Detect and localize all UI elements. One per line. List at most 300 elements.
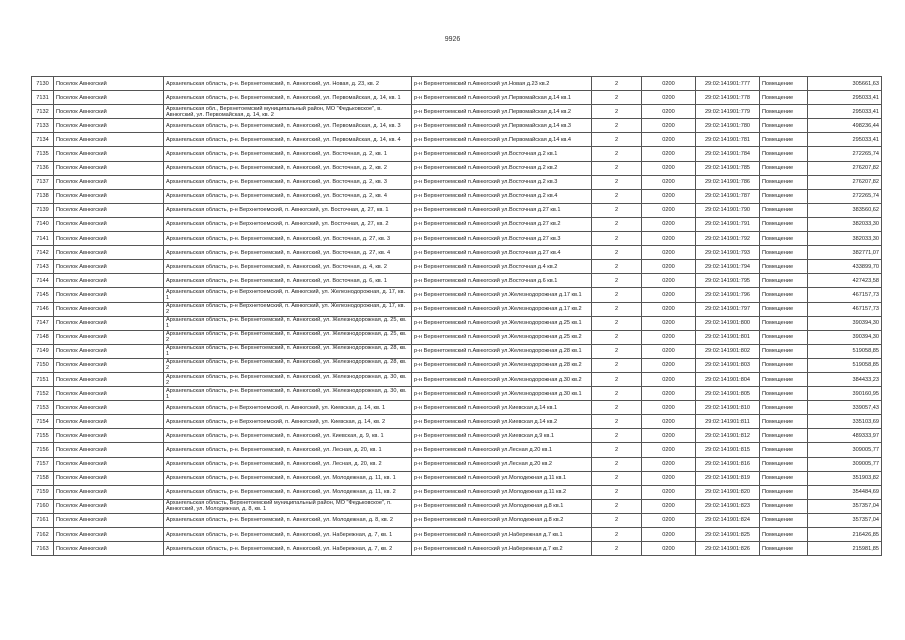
category-cell (592, 119, 642, 133)
full-address-cell-text: Архангельская область, р-н. Верхнетоемский, п. Авнюгский, ул. Восточная, д. 27, кв. 4 (166, 249, 391, 256)
code-cell (642, 274, 696, 288)
short-address-cell-text: р-н Верхнетоемский п.Авнюгский ул.Железнодорожная д.30 кв.2 (414, 376, 582, 383)
object-type-cell (760, 246, 808, 260)
row-number-text: 7153 (36, 404, 49, 411)
code-cell (642, 443, 696, 457)
short-address-cell-text: р-н Верхнетоемский п.Авнюгский ул.Восточная д.2 кв.2 (414, 165, 558, 172)
table-row (32, 387, 882, 401)
row-number (32, 175, 54, 189)
short-address-cell (412, 105, 592, 119)
category-cell (592, 344, 642, 358)
row-number (32, 457, 54, 471)
full-address-cell-text: Архангельская область, р-н. Верхнетоемский, п. Авнюгский, ул. Железнодорожная, д. 25, кв. 1 (166, 317, 407, 330)
settlement-cell (54, 485, 164, 499)
settlement-cell (54, 542, 164, 556)
short-address-cell (412, 358, 592, 372)
cadastral-number-cell-text: 29:02:141901:795 (704, 277, 751, 284)
full-address-cell-text: Архангельская область, Верхнетоемский муниципальный район, МО "Федьковское", п. Авнюгский, ул. Молодежная, д. 8, кв. 1 (166, 500, 392, 513)
code-cell (642, 189, 696, 203)
object-type-cell-text: Помещение (762, 263, 794, 270)
short-address-cell (412, 443, 592, 457)
code-cell-text: 0200 (662, 207, 675, 214)
settlement-cell-text: Поселок Авнюгский (56, 249, 107, 256)
short-address-cell (412, 189, 592, 203)
cadastral-number-cell (696, 232, 760, 246)
cadastral-number-cell (696, 443, 760, 457)
cadastral-number-cell-text: 29:02:141901:811 (705, 418, 750, 425)
object-type-cell (760, 217, 808, 231)
object-type-cell (760, 189, 808, 203)
settlement-cell-text: Поселок Авнюгский (56, 291, 107, 298)
settlement-cell-text: Поселок Авнюгский (56, 390, 107, 397)
cadastral-value-cell (808, 288, 882, 302)
row-number (32, 161, 54, 175)
row-number-text: 7133 (36, 122, 49, 129)
settlement-cell (54, 105, 164, 119)
short-address-cell-text: р-н Верхнетоемский п.Авнюгский ул.Восточная д.27 кв.4 (414, 249, 561, 256)
full-address-cell-text: Архангельская область, р-н Верхнетоемский, п. Авнюгский, ул. Восточная, д. 27, кв. 1 (166, 207, 389, 214)
code-cell-text: 0200 (662, 136, 675, 143)
table-row (32, 147, 882, 161)
category-cell (592, 443, 642, 457)
object-type-cell-text: Помещение (762, 320, 794, 327)
code-cell (642, 203, 696, 217)
table-row (32, 372, 882, 386)
short-address-cell (412, 387, 592, 401)
row-number-text: 7140 (36, 221, 49, 228)
category-cell-text: 2 (614, 179, 619, 186)
cadastral-number-cell-text: 29:02:141901:812 (704, 432, 751, 439)
settlement-cell-text: Поселок Авнюгский (56, 122, 107, 129)
settlement-cell (54, 330, 164, 344)
category-cell-text: 2 (614, 489, 619, 496)
cadastral-value-cell (808, 260, 882, 274)
row-number-text: 7145 (36, 291, 49, 298)
settlement-cell-text: Поселок Авнюгский (56, 517, 107, 524)
category-cell (592, 175, 642, 189)
object-type-cell-text: Помещение (762, 489, 794, 496)
short-address-cell-text: р-н Верхнетоемский п.Авнюгский ул.Восточная д.27 кв.1 (414, 207, 561, 214)
cadastral-value-cell-text: 390394,30 (852, 334, 879, 341)
settlement-cell (54, 147, 164, 161)
object-type-cell-text: Помещение (762, 362, 794, 369)
short-address-cell-text: р-н Верхнетоемский п.Авнюгский ул.Молодежная д.11 кв.1 (414, 475, 567, 482)
category-cell (592, 302, 642, 316)
category-cell-text: 2 (614, 136, 619, 143)
category-cell (592, 528, 642, 542)
category-cell (592, 217, 642, 231)
cadastral-value-cell (808, 203, 882, 217)
short-address-cell (412, 161, 592, 175)
code-cell-text: 0200 (662, 320, 675, 327)
cadastral-number-cell (696, 344, 760, 358)
code-cell (642, 105, 696, 119)
cadastral-value-cell-text: 309005,77 (852, 461, 879, 468)
full-address-cell-text: Архангельская область, р-н. Верхнетоемский, п. Авнюгский, ул. Железнодорожная, д. 30, кв. 1 (166, 387, 407, 400)
settlement-cell-text: Поселок Авнюгский (56, 108, 107, 115)
code-cell (642, 387, 696, 401)
cadastral-number-cell-text: 29:02:141901:801 (704, 334, 751, 341)
settlement-cell-text: Поселок Авнюгский (56, 461, 107, 468)
code-cell-text: 0200 (662, 221, 675, 228)
category-cell-text: 2 (614, 418, 619, 425)
code-cell-text: 0200 (662, 165, 675, 172)
full-address-cell-text: Архангельская область, р-н. Верхнетоемский, п. Авнюгский, ул. Железнодорожная, д. 25, кв. 2 (166, 331, 407, 344)
row-number-text: 7146 (36, 306, 49, 313)
full-address-cell-text: Архангельская область, р-н Верхнетоемский, п. Авнюгский, ул. Киевская, д. 14, кв. 2 (166, 418, 386, 425)
short-address-cell (412, 119, 592, 133)
code-cell (642, 91, 696, 105)
full-address-cell-text: Архангельская область, р-н. Верхнетоемский, п. Авнюгский, ул. Молодежная, д. 8, кв. 2 (166, 517, 393, 524)
settlement-cell-text: Поселок Авнюгский (56, 404, 107, 411)
short-address-cell (412, 344, 592, 358)
row-number-text: 7148 (36, 334, 49, 341)
code-cell (642, 429, 696, 443)
full-address-cell (164, 401, 412, 415)
table-row (32, 499, 882, 513)
cadastral-number-cell-text: 29:02:141901:779 (704, 108, 751, 115)
object-type-cell-text: Помещение (762, 404, 794, 411)
cadastral-number-cell (696, 203, 760, 217)
cadastral-value-cell-text: 390394,30 (852, 320, 879, 327)
row-number (32, 513, 54, 527)
settlement-cell-text: Поселок Авнюгский (56, 362, 107, 369)
category-cell-text: 2 (614, 334, 619, 341)
object-type-cell (760, 429, 808, 443)
category-cell-text: 2 (614, 531, 619, 538)
cadastral-number-cell (696, 91, 760, 105)
settlement-cell (54, 499, 164, 513)
cadastral-number-cell-text: 29:02:141901:803 (704, 362, 751, 369)
cadastral-number-cell (696, 260, 760, 274)
cadastral-value-cell (808, 401, 882, 415)
category-cell (592, 232, 642, 246)
table-row (32, 401, 882, 415)
full-address-cell-text: Архангельская область, р-н. Верхнетоемский, п. Авнюгский, ул. Восточная, д. 6, кв. 1 (166, 277, 387, 284)
object-type-cell (760, 457, 808, 471)
short-address-cell-text: р-н Верхнетоемский п.Авнюгский ул.Первомайская д.14 кв.4 (414, 136, 572, 143)
full-address-cell-text: Архангельская область, р-н. Верхнетоемский, п. Авнюгский, ул. Восточная, д. 2, кв. 1 (166, 151, 387, 158)
full-address-cell (164, 457, 412, 471)
cadastral-number-cell-text: 29:02:141901:778 (704, 94, 751, 101)
full-address-cell (164, 175, 412, 189)
full-address-cell-text: Архангельская область, р-н. Верхнетоемский, п. Авнюгский, ул. Лесная, д. 20, кв. 2 (166, 461, 382, 468)
cadastral-number-cell (696, 528, 760, 542)
short-address-cell (412, 330, 592, 344)
category-cell-text: 2 (614, 362, 619, 369)
cadastral-number-cell (696, 401, 760, 415)
code-cell (642, 457, 696, 471)
cadastral-number-cell (696, 175, 760, 189)
settlement-cell-text: Поселок Авнюгский (56, 306, 107, 313)
object-type-cell (760, 330, 808, 344)
cadastral-number-cell (696, 372, 760, 386)
full-address-cell (164, 387, 412, 401)
row-number (32, 133, 54, 147)
object-type-cell (760, 161, 808, 175)
object-type-cell-text: Помещение (762, 531, 794, 538)
table-row (32, 288, 882, 302)
table-row (32, 302, 882, 316)
cadastral-number-cell-text: 29:02:141901:800 (704, 320, 751, 327)
full-address-cell (164, 372, 412, 386)
object-type-cell-text: Помещение (762, 503, 794, 510)
short-address-cell (412, 288, 592, 302)
full-address-cell (164, 105, 412, 119)
full-address-cell-text: Архангельская область, р-н. Верхнетоемский, п. Авнюгский, ул. Железнодорожная, д. 28, кв. 2 (166, 359, 407, 372)
table-row (32, 232, 882, 246)
category-cell (592, 372, 642, 386)
cadastral-number-cell (696, 133, 760, 147)
category-cell (592, 330, 642, 344)
short-address-cell (412, 77, 592, 91)
cadastral-value-cell-text: 390160,95 (852, 390, 879, 397)
code-cell (642, 232, 696, 246)
full-address-cell-text: Архангельская область, р-н Верхнетоемский, п. Авнюгский, ул. Железнодорожная, д. 17, кв. 2 (166, 303, 405, 316)
short-address-cell (412, 513, 592, 527)
short-address-cell-text: р-н Верхнетоемский п.Авнюгский ул.Киевская д.14 кв.1 (414, 404, 558, 411)
category-cell (592, 77, 642, 91)
category-cell-text: 2 (614, 165, 619, 172)
category-cell-text: 2 (614, 249, 619, 256)
object-type-cell (760, 232, 808, 246)
code-cell-text: 0200 (662, 122, 675, 129)
category-cell (592, 429, 642, 443)
settlement-cell (54, 175, 164, 189)
row-number (32, 77, 54, 91)
code-cell-text: 0200 (662, 80, 675, 87)
category-cell-text: 2 (614, 446, 619, 453)
settlement-cell (54, 401, 164, 415)
table-row (32, 203, 882, 217)
code-cell (642, 260, 696, 274)
table-row (32, 471, 882, 485)
settlement-cell (54, 415, 164, 429)
settlement-cell-text: Поселок Авнюгский (56, 418, 107, 425)
row-number (32, 415, 54, 429)
settlement-cell (54, 387, 164, 401)
settlement-cell-text: Поселок Авнюгский (56, 165, 107, 172)
object-type-cell-text: Помещение (762, 291, 794, 298)
cadastral-number-cell (696, 77, 760, 91)
table-row (32, 457, 882, 471)
object-type-cell (760, 260, 808, 274)
cadastral-value-cell-text: 309005,77 (852, 446, 879, 453)
full-address-cell (164, 91, 412, 105)
code-cell-text: 0200 (662, 263, 675, 270)
object-type-cell-text: Помещение (762, 390, 794, 397)
settlement-cell (54, 471, 164, 485)
cadastral-number-cell-text: 29:02:141901:824 (704, 517, 751, 524)
settlement-cell (54, 260, 164, 274)
object-type-cell (760, 485, 808, 499)
full-address-cell-text: Архангельская область, р-н. Верхнетоемский, п. Авнюгский, ул. Набережная, д. 7, кв. 2 (166, 545, 393, 552)
cadastral-number-cell (696, 330, 760, 344)
code-cell-text: 0200 (662, 404, 675, 411)
category-cell-text: 2 (614, 291, 619, 298)
cadastral-value-cell (808, 302, 882, 316)
row-number-text: 7158 (36, 475, 49, 482)
row-number-text: 7150 (36, 362, 49, 369)
category-cell-text: 2 (614, 263, 619, 270)
category-cell (592, 542, 642, 556)
table-row (32, 175, 882, 189)
short-address-cell-text: р-н Верхнетоемский п.Авнюгский ул.Восточная д.27 кв.2 (414, 221, 561, 228)
cadastral-value-cell (808, 471, 882, 485)
row-number-text: 7131 (36, 94, 49, 101)
cadastral-number-cell (696, 161, 760, 175)
code-cell-text: 0200 (662, 94, 675, 101)
category-cell-text: 2 (614, 122, 619, 129)
object-type-cell-text: Помещение (762, 207, 794, 214)
cadastral-number-cell-text: 29:02:141901:820 (704, 489, 751, 496)
code-cell (642, 217, 696, 231)
row-number (32, 372, 54, 386)
full-address-cell (164, 161, 412, 175)
settlement-cell (54, 274, 164, 288)
code-cell-text: 0200 (662, 235, 675, 242)
cadastral-value-cell (808, 133, 882, 147)
table-row (32, 485, 882, 499)
short-address-cell-text: р-н Верхнетоемский п.Авнюгский ул.Лесная д.20 кв.1 (414, 446, 552, 453)
cadastral-value-cell (808, 119, 882, 133)
object-type-cell (760, 499, 808, 513)
row-number (32, 91, 54, 105)
object-type-cell (760, 274, 808, 288)
cadastral-value-cell (808, 485, 882, 499)
full-address-cell-text: Архангельская область, р-н. Верхнетоемский, п. Авнюгский, ул. Киевская, д. 9, кв. 1 (166, 432, 384, 439)
cadastral-number-cell-text: 29:02:141901:780 (704, 122, 751, 129)
short-address-cell-text: р-н Верхнетоемский п.Авнюгский ул.Молодежная д.8 кв.2 (414, 517, 564, 524)
full-address-cell-text: Архангельская область, р-н. Верхнетоемский, п. Авнюгский, ул. Молодежная, д. 11, кв. 1 (166, 475, 396, 482)
cadastral-number-cell (696, 542, 760, 556)
cadastral-value-cell (808, 443, 882, 457)
full-address-cell-text: Архангельская область, р-н. Верхнетоемский, п. Авнюгский, ул. Первомайская, д. 14, кв. 3 (166, 122, 401, 129)
category-cell (592, 147, 642, 161)
cadastral-value-cell (808, 499, 882, 513)
object-type-cell-text: Помещение (762, 306, 794, 313)
cadastral-number-cell-text: 29:02:141901:796 (704, 291, 751, 298)
cadastral-value-cell (808, 316, 882, 330)
short-address-cell-text: р-н Верхнетоемский п.Авнюгский ул.Новая д.23 кв.2 (414, 80, 550, 87)
full-address-cell (164, 344, 412, 358)
cadastral-value-cell-text: 305661,63 (852, 80, 879, 87)
cadastral-number-cell (696, 119, 760, 133)
row-number-text: 7147 (36, 320, 49, 327)
row-number-text: 7149 (36, 348, 49, 355)
cadastral-number-cell-text: 29:02:141901:786 (704, 179, 751, 186)
cadastral-value-cell-text: 354484,69 (852, 489, 879, 496)
table-row (32, 443, 882, 457)
row-number-text: 7155 (36, 432, 49, 439)
code-cell (642, 246, 696, 260)
settlement-cell-text: Поселок Авнюгский (56, 193, 107, 200)
row-number-text: 7130 (36, 80, 49, 87)
row-number-text: 7141 (36, 235, 49, 242)
settlement-cell-text: Поселок Авнюгский (56, 263, 107, 270)
cadastral-number-cell-text: 29:02:141901:825 (704, 531, 751, 538)
code-cell (642, 344, 696, 358)
code-cell-text: 0200 (662, 334, 675, 341)
full-address-cell (164, 429, 412, 443)
full-address-cell (164, 528, 412, 542)
cadastral-value-cell (808, 387, 882, 401)
category-cell (592, 105, 642, 119)
category-cell-text: 2 (614, 320, 619, 327)
cadastral-value-cell-text: 215981,85 (852, 545, 879, 552)
category-cell (592, 274, 642, 288)
cadastral-value-cell-text: 272265,74 (852, 193, 879, 200)
code-cell-text: 0200 (662, 376, 675, 383)
category-cell (592, 415, 642, 429)
cadastral-value-cell-text: 519058,85 (852, 362, 879, 369)
short-address-cell (412, 147, 592, 161)
category-cell-text: 2 (614, 235, 619, 242)
short-address-cell-text: р-н Верхнетоемский п.Авнюгский ул.Железнодорожная д.25 кв.2 (414, 334, 582, 341)
row-number (32, 443, 54, 457)
category-cell-text: 2 (614, 390, 619, 397)
category-cell-text: 2 (614, 348, 619, 355)
full-address-cell (164, 288, 412, 302)
settlement-cell (54, 246, 164, 260)
short-address-cell (412, 203, 592, 217)
short-address-cell-text: р-н Верхнетоемский п.Авнюгский ул.Железнодорожная д.28 кв.1 (414, 348, 582, 355)
cadastral-number-cell-text: 29:02:141901:823 (704, 503, 751, 510)
object-type-cell (760, 528, 808, 542)
table-row (32, 274, 882, 288)
full-address-cell (164, 415, 412, 429)
row-number (32, 471, 54, 485)
short-address-cell (412, 217, 592, 231)
table-row (32, 415, 882, 429)
cadastral-number-cell (696, 288, 760, 302)
object-type-cell (760, 542, 808, 556)
full-address-cell-text: Архангельская область, р-н. Верхнетоемский, п. Авнюгский, ул. Первомайская, д. 14, кв. 1 (166, 94, 401, 101)
settlement-cell-text: Поселок Авнюгский (56, 80, 107, 87)
cadastral-value-cell (808, 513, 882, 527)
category-cell (592, 189, 642, 203)
object-type-cell-text: Помещение (762, 475, 794, 482)
full-address-cell-text: Архангельская область, р-н. Верхнетоемский, п. Авнюгский, ул. Набережная, д. 7, кв. 1 (166, 531, 393, 538)
code-cell (642, 330, 696, 344)
row-number (32, 119, 54, 133)
code-cell (642, 119, 696, 133)
cadastral-value-cell (808, 161, 882, 175)
object-type-cell (760, 372, 808, 386)
table-row (32, 119, 882, 133)
settlement-cell (54, 133, 164, 147)
short-address-cell-text: р-н Верхнетоемский п.Авнюгский ул.Киевская д.14 кв.2 (414, 418, 558, 425)
full-address-cell (164, 499, 412, 513)
cadastral-value-cell-text: 216426,85 (852, 531, 879, 538)
cadastral-value-cell-text: 295033,41 (852, 108, 879, 115)
row-number (32, 330, 54, 344)
cadastral-value-cell (808, 542, 882, 556)
cadastral-value-cell-text: 433899,70 (852, 263, 879, 270)
settlement-cell-text: Поселок Авнюгский (56, 545, 107, 552)
object-type-cell (760, 401, 808, 415)
cadastral-value-cell-text: 339057,43 (852, 404, 879, 411)
code-cell-text: 0200 (662, 446, 675, 453)
cadastral-number-cell (696, 387, 760, 401)
settlement-cell-text: Поселок Авнюгский (56, 320, 107, 327)
code-cell-text: 0200 (662, 306, 675, 313)
row-number-text: 7139 (36, 207, 49, 214)
category-cell-text: 2 (614, 108, 619, 115)
code-cell (642, 485, 696, 499)
object-type-cell (760, 203, 808, 217)
table-row (32, 542, 882, 556)
